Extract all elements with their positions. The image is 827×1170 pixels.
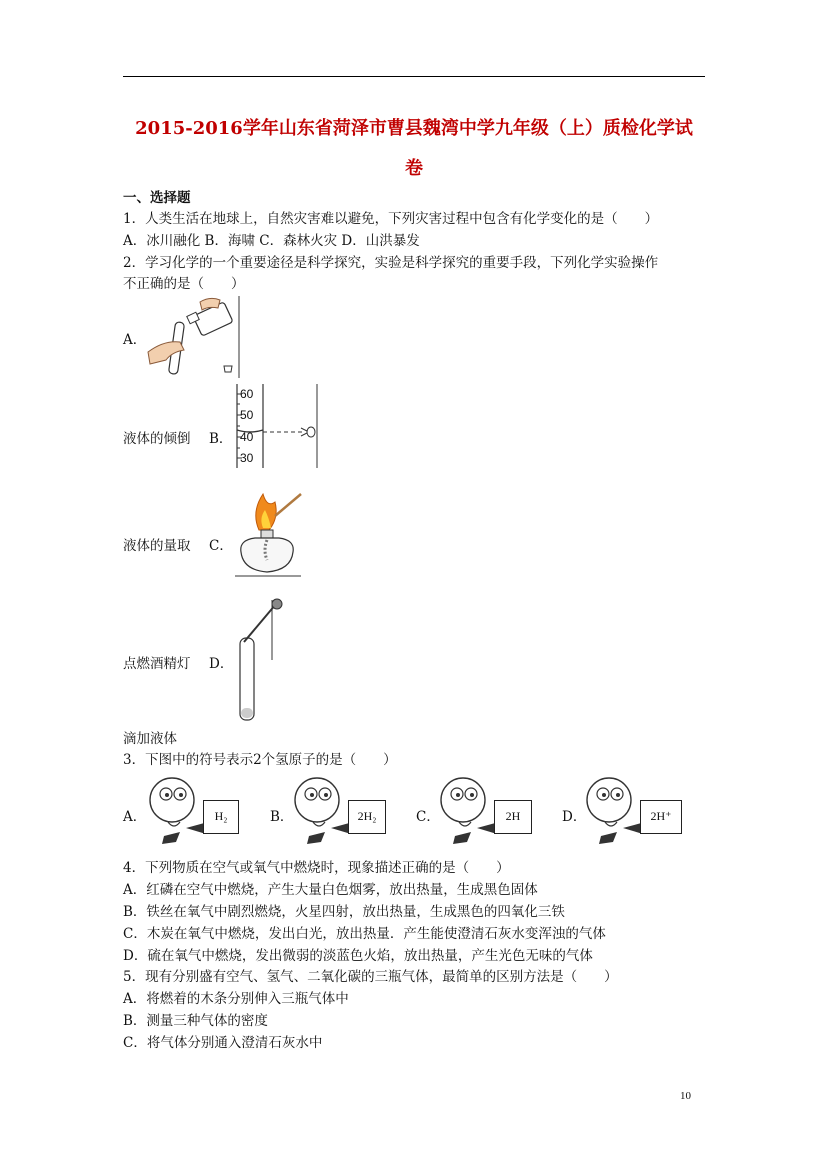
page-title-line1: 2015-2016学年山东省菏泽市曹县魏湾中学九年级（上）质检化学试 <box>135 118 693 139</box>
q2-stem-line2: 不正确的是（ ） <box>123 276 245 292</box>
symbol-box-a: H₂ <box>203 800 239 834</box>
pouring-liquid-figure <box>144 294 244 380</box>
q5-option-b: B．测量三种气体的密度 <box>123 1013 268 1029</box>
q3-stem: 3．下图中的符号表示2个氢原子的是（ ） <box>123 752 397 768</box>
page-number: 10 <box>680 1090 691 1102</box>
q4-option-b: B．铁丝在氧气中剧烈燃烧，火星四射，放出热量，生成黑色的四氧化三铁 <box>123 904 565 920</box>
symbol-box-b: 2H₂ <box>348 800 386 834</box>
page-title-line2: 卷 <box>405 158 423 179</box>
q3-option-b-label: B． <box>270 809 294 825</box>
section-heading: 一、选择题 <box>123 190 191 206</box>
tick-label-50: 50 <box>240 408 254 422</box>
q2-stem-line1: 2．学习化学的一个重要途径是科学探究，实验是科学探究的重要手段，下列化学实验操作 <box>123 255 659 271</box>
q2-option-b-caption: 液体的倾倒 <box>123 431 191 447</box>
q4-option-d: D．硫在氧气中燃烧，发出微弱的淡蓝色火焰，放出热量，产生光色无味的气体 <box>123 948 593 964</box>
q3-option-a-label: A． <box>123 809 147 825</box>
q2-option-a-label: A． <box>123 332 147 348</box>
dropper-test-tube-figure <box>230 598 290 726</box>
q5-option-a: A．将燃着的木条分别伸入三瓶气体中 <box>123 991 349 1007</box>
q3-option-c-label: C． <box>416 809 440 825</box>
header-rule <box>123 76 705 77</box>
q4-option-a: A．红磷在空气中燃烧，产生大量白色烟雾，放出热量，生成黑色固体 <box>123 882 538 898</box>
q5-option-c: C．将气体分别通入澄清石灰水中 <box>123 1035 323 1051</box>
q4-stem: 4．下列物质在空气或氧气中燃烧时，现象描述正确的是（ ） <box>123 860 510 876</box>
symbol-box-c: 2H <box>494 800 532 834</box>
q2-option-d-caption: 点燃酒精灯 <box>123 656 191 672</box>
q1-options: A．冰川融化 B．海啸 C．森林火灾 D．山洪暴发 <box>123 233 420 249</box>
q2-option-d-after: 滴加液体 <box>123 731 177 747</box>
symbol-box-d: 2H⁺ <box>640 800 682 834</box>
tick-label-30: 30 <box>240 451 254 465</box>
q2-option-b-label: B． <box>209 431 233 447</box>
tick-label-60: 60 <box>240 387 254 401</box>
q1-stem: 1．人类生活在地球上，自然灾害难以避免，下列灾害过程中包含有化学变化的是（ ） <box>123 211 659 227</box>
q3-option-d-label: D． <box>562 809 587 825</box>
q2-option-c-caption: 液体的量取 <box>123 538 191 554</box>
q2-option-d-label: D． <box>209 656 234 672</box>
q5-stem: 5．现有分别盛有空气、氢气、二氧化碳的三瓶气体，最简单的区别方法是（ ） <box>123 969 618 985</box>
tick-label-40: 40 <box>240 430 254 444</box>
q4-option-c: C．木炭在氧气中燃烧，发出白光，放出热量．产生能使澄清石灰水变浑浊的气体 <box>123 926 606 942</box>
q2-option-c-label: C． <box>209 538 233 554</box>
alcohol-lamp-figure <box>231 490 305 582</box>
